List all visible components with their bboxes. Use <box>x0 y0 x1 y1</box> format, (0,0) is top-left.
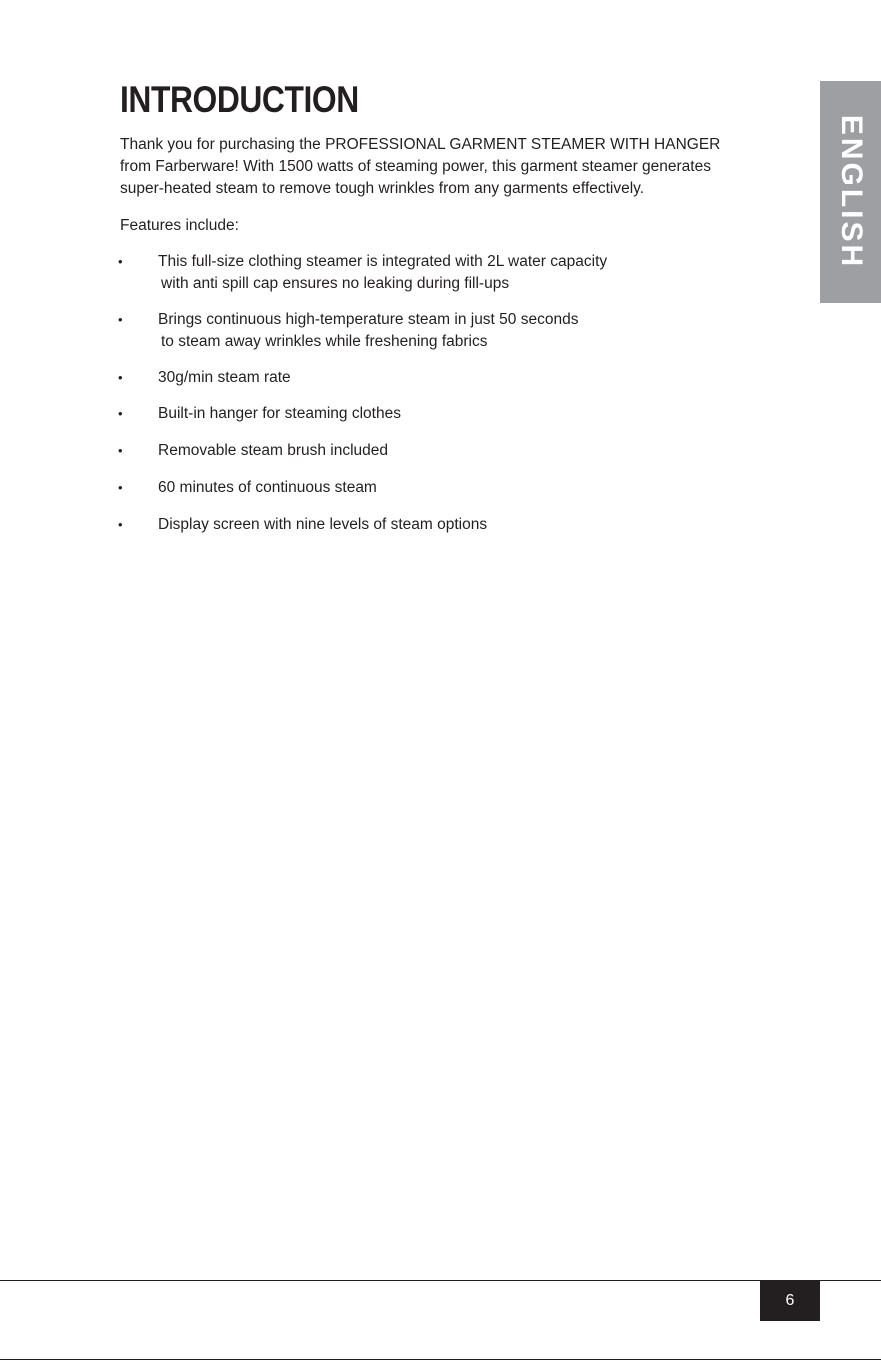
bullet-icon: • <box>118 370 123 385</box>
feature-text <box>158 309 578 353</box>
intro-line: Thank you for purchasing the PROFESSIONAL GARMENT STEAMER WITH HANGER <box>120 136 721 153</box>
language-tab-label: ENGLISH <box>834 114 868 270</box>
feature-line: This full-size clothing steamer is integrated with 2L water capacity <box>158 253 608 270</box>
feature-text <box>158 477 377 499</box>
feature-line: Display screen with nine levels of steam options <box>158 516 488 533</box>
intro-paragraph <box>120 134 780 200</box>
feature-text <box>158 367 291 389</box>
feature-text <box>158 440 388 462</box>
bullet-icon: • <box>118 406 123 421</box>
bullet-icon: • <box>118 443 123 458</box>
feature-line: to steam away wrinkles while freshening fabrics <box>161 333 488 350</box>
footer-divider <box>0 1280 881 1281</box>
feature-text <box>158 403 401 425</box>
bullet-icon: • <box>118 254 123 269</box>
bottom-divider <box>0 1359 881 1360</box>
feature-line: 60 minutes of continuous steam <box>158 479 377 496</box>
feature-line: 30g/min steam rate <box>158 369 291 386</box>
feature-text <box>158 514 487 536</box>
feature-line: Brings continuous high-temperature steam in just 50 seconds <box>158 311 579 328</box>
page-number: 6 <box>760 1281 820 1321</box>
page-title: INTRODUCTION <box>120 79 359 120</box>
intro-line: super-heated steam to remove tough wrinkles from any garments effectively. <box>120 180 645 197</box>
feature-line: with anti spill cap ensures no leaking during fill-ups <box>161 275 510 292</box>
feature-line: Built-in hanger for steaming clothes <box>158 405 401 422</box>
intro-line: from Farberware! With 1500 watts of steaming power, this garment steamer generates <box>120 158 711 175</box>
bullet-icon: • <box>118 517 123 532</box>
feature-text <box>158 251 607 295</box>
feature-line: Removable steam brush included <box>158 442 389 459</box>
bullet-icon: • <box>118 480 123 495</box>
language-tab <box>820 81 881 303</box>
features-label: Features include: <box>120 217 239 234</box>
bullet-icon: • <box>118 312 123 327</box>
